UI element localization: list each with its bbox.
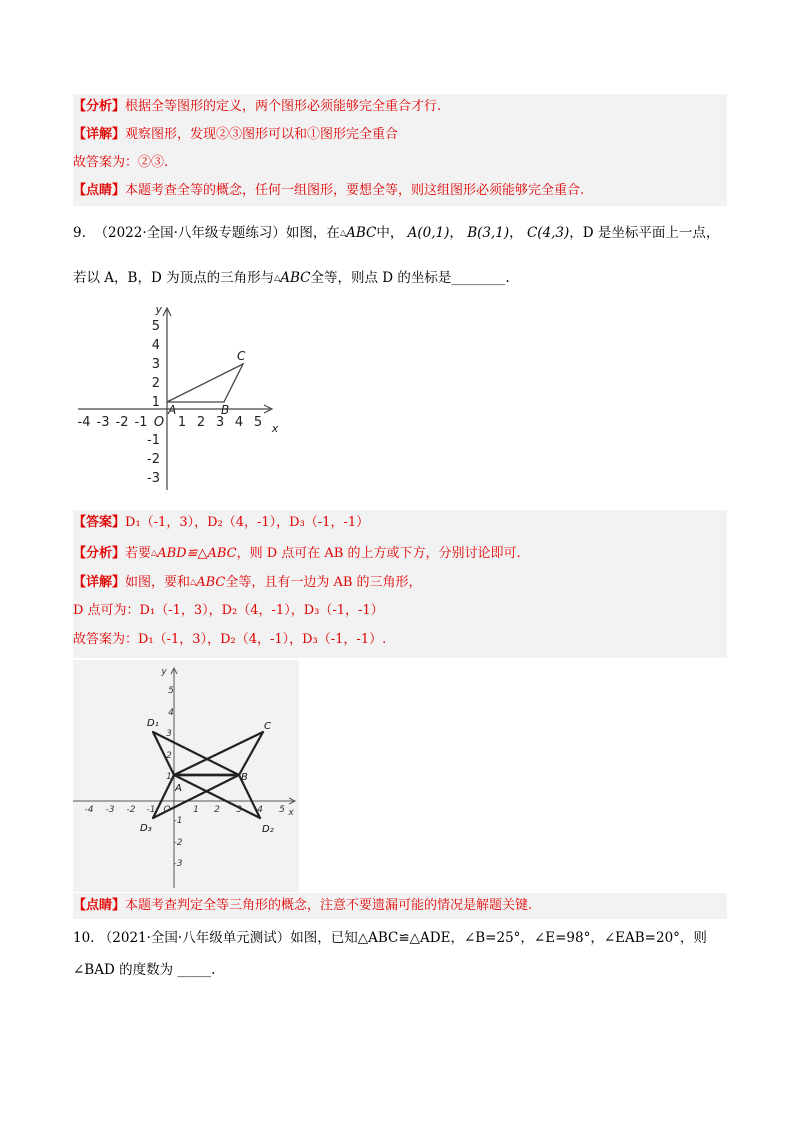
y-tick-label: 2 — [166, 751, 172, 761]
comment-line-2: 【点睛】本题考查判定全等三角形的概念，注意不要遗漏可能的情况是解题关键. — [73, 898, 533, 913]
x-tick-label: 1 — [177, 415, 187, 430]
x-tick-label: -4 — [77, 415, 91, 430]
y-axis-label: y — [161, 667, 167, 677]
point-d2-label: D₂ — [262, 824, 274, 835]
x-tick-label: 1 — [193, 805, 199, 815]
x-tick-label: -1 — [146, 805, 156, 815]
point-a-label: A — [168, 403, 177, 417]
question-10-line-2: ∠BAD 的度数为 _____. — [73, 962, 216, 978]
coordinate-graph-1 — [70, 298, 300, 498]
x-tick-label: 4 — [257, 805, 263, 815]
answer-line-1: 故答案为：②③. — [73, 155, 169, 170]
point-b-label: B — [241, 772, 248, 783]
point-c-label: C — [237, 349, 246, 363]
x-tick-label: -1 — [134, 415, 148, 430]
x-tick-label: 2 — [196, 415, 206, 430]
question-9-line-1: 9. （2022·全国·八年级专题练习）如图，在△ABC中， A(0,1)， B(3,1)， C(4,3)，D 是坐标平面上一点， — [73, 225, 720, 241]
x-tick-label: -3 — [96, 415, 110, 430]
y-tick-label: -2 — [147, 452, 160, 467]
coordinate-graph-2 — [73, 660, 299, 892]
x-tick-label: 5 — [253, 415, 263, 430]
x-tick-label: 5 — [279, 805, 285, 815]
analysis-line-2: 【分析】若要△ABD≌△ABC，则 D 点可在 AB 的上方或下方，分别讨论即可. — [73, 546, 521, 561]
x-tick-label: -4 — [84, 805, 94, 815]
y-tick-label: 5 — [168, 686, 174, 696]
question-9-line-2: 若以 A，B，D 为顶点的三角形与△ABC全等，则点 D 的坐标是________. — [73, 270, 510, 286]
origin-label: O — [163, 805, 171, 815]
x-tick-label: 4 — [234, 415, 244, 430]
detail-line-2: 【详解】如图，要和△ABC全等，且有一边为 AB 的三角形， — [73, 575, 422, 590]
y-tick-label: 4 — [168, 708, 174, 718]
comment-line-1: 【点睛】本题考查全等的概念，任何一组图形，要想全等，则这组图形必须能够完全重合. — [73, 183, 585, 198]
point-d1-label: D₁ — [147, 718, 159, 729]
y-tick-label: 1 — [151, 395, 160, 410]
y-tick-label: -3 — [173, 859, 183, 869]
question-10-line-1: 10. （2021·全国·八年级单元测试）如图，已知△ABC≌△ADE，∠B=25°，∠E=98°，∠EAB=20°，则 — [73, 930, 707, 946]
x-axis-label: x — [288, 808, 294, 818]
final-answer-line: 故答案为：D₁（-1，3），D₂（4，-1），D₃（-1，-1）. — [73, 632, 387, 647]
y-tick-label: -1 — [173, 816, 183, 826]
triangle-abc — [174, 732, 263, 775]
y-tick-label: 1 — [166, 772, 172, 782]
point-b-label: B — [221, 403, 230, 417]
y-tick-label: 3 — [166, 729, 172, 739]
x-tick-label: -2 — [115, 415, 129, 430]
x-tick-label: 3 — [236, 805, 242, 815]
y-tick-label: -3 — [147, 471, 160, 486]
x-tick-label: 3 — [215, 415, 225, 430]
analysis-line-1: 【分析】根据全等图形的定义，两个图形必须能够完全重合才行. — [73, 99, 442, 114]
y-tick-label: 5 — [151, 319, 160, 334]
x-tick-label: 2 — [214, 805, 220, 815]
point-a-label: A — [175, 783, 182, 794]
y-tick-label: 3 — [151, 357, 160, 372]
x-tick-label: -3 — [105, 805, 115, 815]
y-tick-label: -1 — [147, 433, 160, 448]
origin-label: O — [153, 415, 165, 430]
y-axis-label: y — [155, 303, 162, 316]
point-d3-label: D₃ — [140, 823, 152, 834]
x-tick-label: -2 — [126, 805, 136, 815]
d-options-line: D 点可为：D₁（-1，3），D₂（4，-1），D₃（-1，-1） — [73, 603, 384, 618]
x-axis-label: x — [271, 422, 279, 435]
y-tick-label: 4 — [151, 338, 160, 353]
point-c-label: C — [264, 721, 271, 732]
y-tick-label: -2 — [173, 838, 183, 848]
answer-line: 【答案】D₁（-1，3），D₂（4，-1），D₃（-1，-1） — [73, 515, 370, 530]
y-tick-label: 2 — [151, 376, 160, 391]
detail-line-1: 【详解】观察图形，发现②③图形可以和①图形完全重合 — [73, 127, 399, 142]
triangle-abc — [167, 364, 243, 402]
